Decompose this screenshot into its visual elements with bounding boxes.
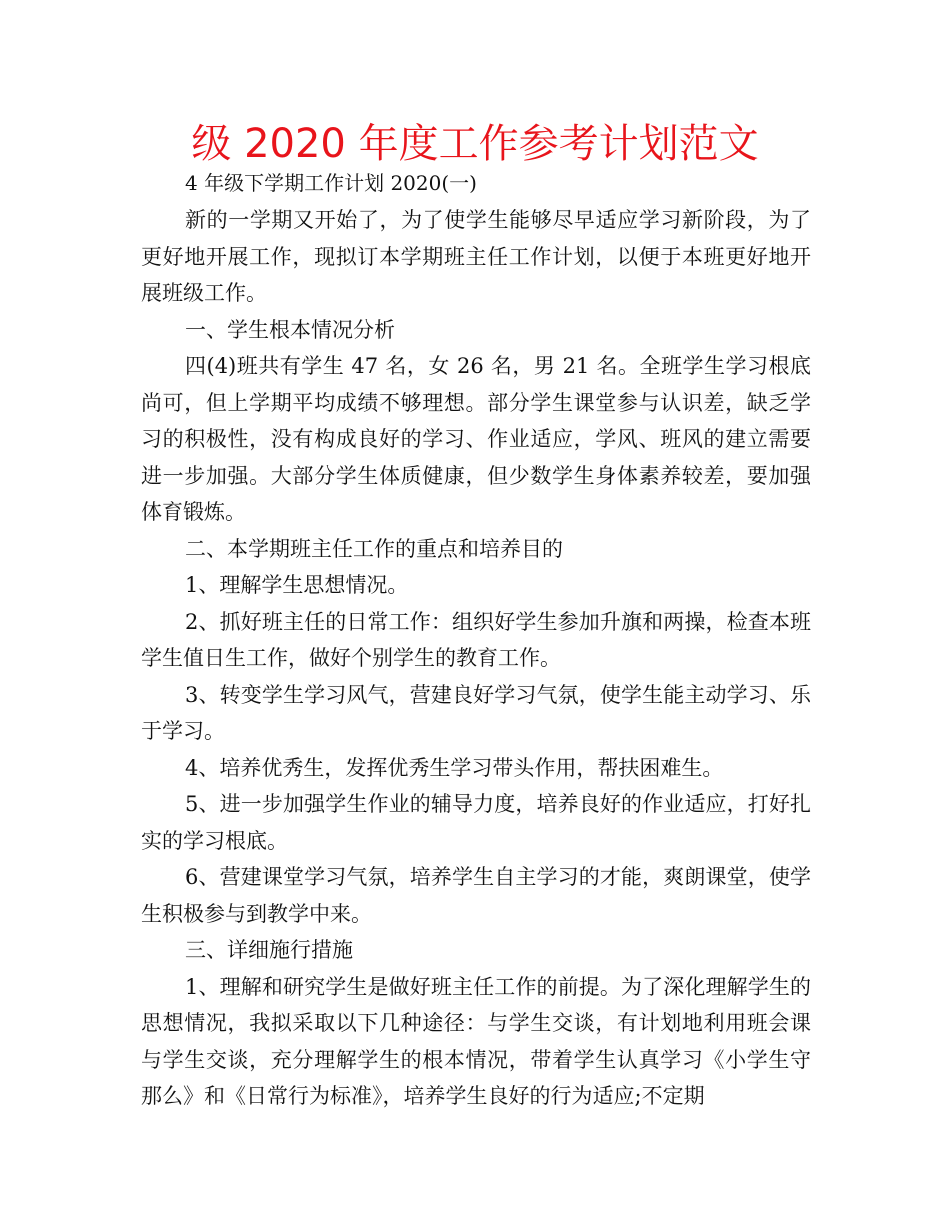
document-title: 级 2020 年度工作参考计划范文 (191, 121, 759, 167)
goal-item-2: 2、抓好班主任的日常工作：组织好学生参加升旗和两操，检查本班学生值日生工作，做好个别学生的教育工作。 (141, 609, 811, 670)
paragraph-student-analysis: 四(4)班共有学生 47 名，女 26 名，男 21 名。全班学生学习根底尚可，但上学期平均成绩不够理想。部分学生课堂参与认识差，缺乏学习的积极性，没有构成良好的学习、作业适应，学风、班风的建立需要进一步加强。大部分学生体质健康，但少数学生身体素养较差，要加强体育锻炼。 (141, 354, 811, 524)
section-heading-3: 三、详细施行措施 (185, 938, 353, 962)
goal-item-1: 1、理解学生思想情况。 (185, 573, 409, 597)
paragraph-intro: 新的一学期又开始了，为了使学生能够尽早适应学习新阶段，为了更好地开展工作，现拟订本学期班主任工作计划，以便于本班更好地开展班级工作。 (141, 208, 811, 305)
document-body (141, 170, 811, 1115)
section-heading-1: 一、学生根本情况分析 (185, 317, 395, 342)
goal-item-6: 6、营建课堂学习气氛，培养学生自主学习的才能，爽朗课堂，使学生积极参与到教学中来。 (141, 865, 811, 926)
measure-item-1: 1、理解和研究学生是做好班主任工作的前提。为了深化理解学生的思想情况，我拟采取以下几种途径：与学生交谈，有计划地利用班会课与学生交谈，充分理解学生的根本情况，带着学生认真学习《小学生守那么》和《日常行为标准》，培养学生良好的行为适应;不定期 (141, 974, 811, 1108)
goal-item-4: 4、培养优秀生，发挥优秀生学习带头作用，帮扶困难生。 (185, 755, 724, 780)
goal-item-3: 3、转变学生学习风气，营建良好学习气氛，使学生能主动学习、乐于学习。 (141, 682, 811, 743)
document-subtitle: 4 年级下学期工作计划 2020(一) (185, 171, 477, 195)
goal-item-5: 5、进一步加强学生作业的辅导力度，培养良好的作业适应，打好扎实的学习根底。 (141, 792, 811, 853)
section-heading-2: 二、本学期班主任工作的重点和培养目的 (185, 536, 563, 561)
